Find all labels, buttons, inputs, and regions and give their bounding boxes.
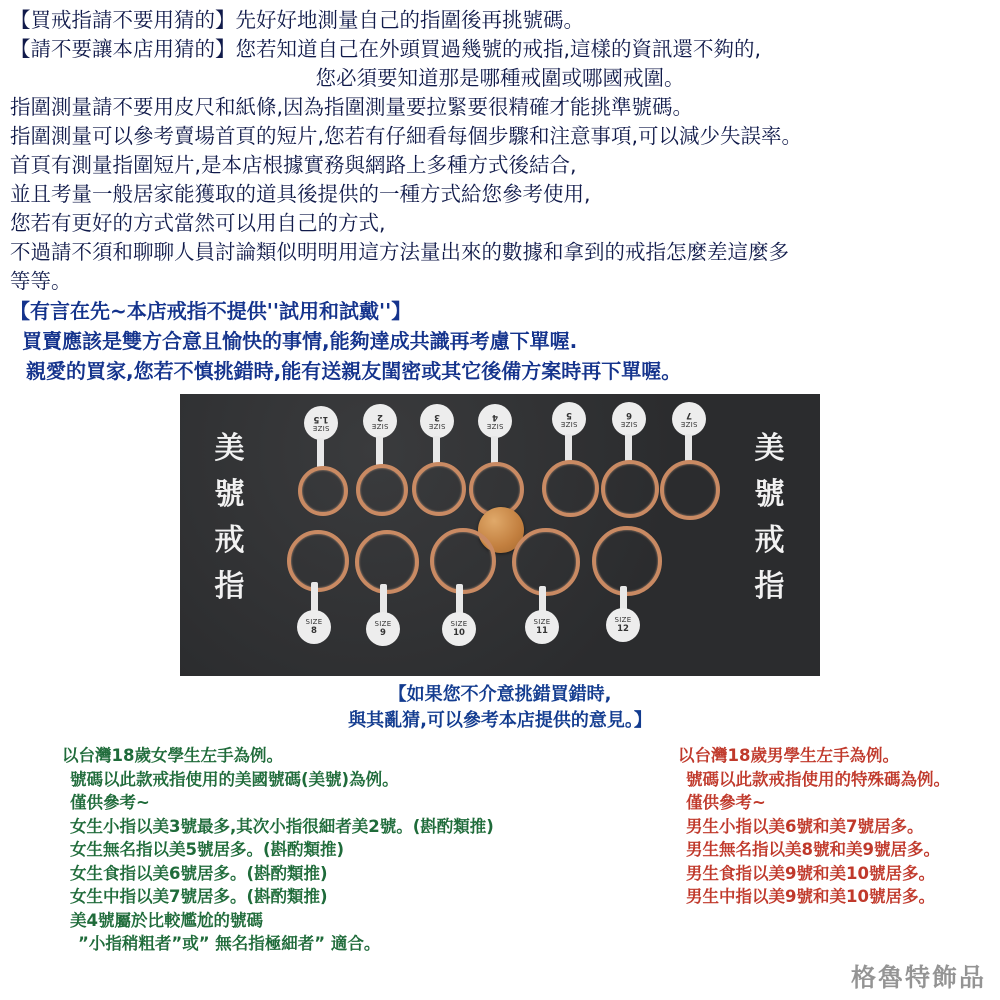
notice-line-3: 您必須要知道那是哪種戒圍或哪國戒圍。 — [315, 66, 685, 90]
female-line-6: 女生食指以美6號居多。(斟酌類推) — [70, 863, 328, 883]
female-size-guide — [62, 744, 494, 956]
ring-top-5 — [542, 460, 599, 517]
ring-tag-top-7 — [672, 402, 706, 436]
ring-tag-number: 8 — [311, 626, 317, 636]
ring-top-6 — [601, 460, 659, 518]
female-line-4: 女生小指以美3號最多,其次小指很細者美2號。(斟酌類推) — [70, 816, 494, 836]
female-line-2: 號碼以此款戒指使用的美國號碼(美號)為例。 — [70, 769, 399, 789]
ring-bottom-11 — [512, 528, 580, 596]
notice-line-9: 不過請不須和聊聊人員討論類似明明用這方法量出來的數據和拿到的戒指怎麼差這麼多 — [10, 240, 789, 264]
notice-line-6: 首頁有測量指圍短片,是本店根據實務與網路上多種方式後結合, — [10, 153, 577, 177]
male-line-5: 男生無名指以美8號和美9號居多。 — [686, 840, 940, 859]
ring-tag-number: 1.5 — [313, 414, 329, 424]
shop-watermark: 格魯特飾品 — [850, 963, 986, 992]
ring-tag-stem — [565, 434, 572, 462]
blue-note-line-2: 買賣應該是雙方合意且愉快的事情,能夠達成共識再考慮下單喔. — [22, 329, 578, 353]
ring-tag-size-label: SIZE — [450, 620, 468, 628]
notice-line-5: 指圍測量可以參考賣場首頁的短片,您若有仔細看每個步驟和注意事項,可以減少失誤率。 — [10, 124, 803, 148]
ring-top-3 — [412, 462, 466, 516]
ring-tag-stem — [376, 436, 383, 466]
ring-tag-stem — [625, 434, 632, 462]
female-line-7: 女生中指以美7號居多。(斟酌類推) — [70, 887, 328, 906]
male-line-2: 號碼以此款戒指使用的特殊碼為例。 — [686, 769, 950, 789]
ring-tag-top-6 — [612, 402, 646, 436]
ring-tag-bottom-8 — [297, 610, 331, 644]
ring-top-1 — [298, 466, 348, 516]
photo-caption — [10, 682, 990, 734]
ring-tag-size-label: SIZE — [374, 620, 392, 628]
ring-tag-size-label: SIZE — [533, 618, 551, 626]
male-line-3: 僅供參考~ — [686, 793, 766, 812]
female-line-5: 女生無名指以美5號居多。(斟酌類推) — [70, 840, 345, 859]
ring-tag-number: 4 — [492, 412, 498, 422]
ring-tag-number: 10 — [453, 628, 465, 638]
notice-line-4: 指圍測量請不要用皮尺和紙條,因為指圍測量要拉緊要很精確才能挑準號碼。 — [10, 95, 694, 119]
ring-tag-number: 5 — [566, 410, 572, 420]
ring-size-photo — [180, 394, 820, 676]
size-guide-columns — [10, 744, 990, 956]
notice-line-7: 並且考量一般居家能獲取的道具後提供的一種方式給您參考使用, — [10, 182, 591, 206]
ring-tag-bottom-9 — [366, 612, 400, 646]
ring-bottom-12 — [592, 526, 662, 596]
ring-tag-top-1 — [304, 406, 338, 440]
notice-line-1: 【買戒指請不要用猜的】先好好地測量自己的指圍後再挑號碼。 — [10, 8, 584, 32]
blue-note-block — [10, 296, 990, 386]
ring-tag-number: 9 — [380, 628, 386, 638]
blue-note-line-3: 親愛的買家,您若不慎挑錯時,能有送親友閨密或其它後備方案時再下單喔。 — [26, 359, 682, 383]
ring-tag-number: 2 — [377, 412, 383, 422]
ring-tag-size-label: SIZE — [305, 618, 323, 626]
ring-tag-bottom-12 — [606, 608, 640, 642]
female-line-1: 以台灣18歲女學生左手為例。 — [62, 746, 283, 765]
ring-tag-stem — [685, 434, 692, 462]
ring-tag-size-label: SIZE — [486, 422, 504, 430]
ring-tag-size-label: SIZE — [560, 420, 578, 428]
ring-top-2 — [356, 464, 408, 516]
male-size-guide — [678, 744, 950, 956]
ring-bottom-10 — [430, 528, 496, 594]
female-line-3: 僅供參考~ — [70, 793, 150, 812]
male-line-1: 以台灣18歲男學生左手為例。 — [678, 746, 899, 765]
ring-tag-size-label: SIZE — [680, 420, 698, 428]
photo-right-label: 美號戒指 — [754, 431, 786, 604]
ring-tag-number: 7 — [686, 410, 692, 420]
ring-tag-stem — [433, 436, 440, 464]
ring-tag-number: 12 — [617, 624, 629, 634]
ring-tag-size-label: SIZE — [371, 422, 389, 430]
ring-tag-size-label: SIZE — [428, 422, 446, 430]
ring-bottom-8 — [287, 530, 349, 592]
notice-block — [10, 6, 990, 296]
ring-tag-number: 11 — [536, 626, 548, 636]
ring-tag-bottom-10 — [442, 612, 476, 646]
ring-tag-top-4 — [478, 404, 512, 438]
ring-tag-size-label: SIZE — [312, 424, 330, 432]
notice-line-2: 【請不要讓本店用猜的】您若知道自己在外頭買過幾號的戒指,這樣的資訊還不夠的, — [10, 37, 762, 61]
male-line-4: 男生小指以美6號和美7號居多。 — [686, 816, 924, 836]
ring-top-7 — [660, 460, 720, 520]
ring-tag-top-2 — [363, 404, 397, 438]
female-line-9: ”小指稍粗者”或” 無名指極細者” 適合。 — [78, 934, 381, 953]
notice-line-8: 您若有更好的方式當然可以用自己的方式, — [10, 211, 386, 235]
ring-tag-stem — [380, 584, 387, 614]
blue-note-heading: 【有言在先~本店戒指不提供''試用和試戴''】 — [10, 299, 412, 323]
ring-size-photo-wrap — [10, 394, 990, 676]
ring-tag-stem — [491, 436, 498, 464]
ring-tag-top-5 — [552, 402, 586, 436]
ring-tag-size-label: SIZE — [614, 616, 632, 624]
ring-tag-number: 6 — [626, 410, 632, 420]
ring-tag-number: 3 — [434, 412, 440, 422]
ring-tag-stem — [311, 582, 318, 612]
male-line-7: 男生中指以美9號和美10號居多。 — [686, 887, 935, 906]
photo-caption-line-1: 【如果您不介意挑錯買錯時, — [388, 684, 612, 705]
male-line-6: 男生食指以美9號和美10號居多。 — [686, 863, 935, 883]
ring-tag-stem — [456, 584, 463, 614]
ring-tag-top-3 — [420, 404, 454, 438]
notice-line-10: 等等。 — [10, 269, 72, 293]
ring-tag-stem — [317, 438, 324, 468]
ring-tag-size-label: SIZE — [620, 420, 638, 428]
ring-tag-bottom-11 — [525, 610, 559, 644]
photo-left-label: 美號戒指 — [214, 431, 246, 604]
ring-bottom-9 — [355, 530, 419, 594]
female-line-8: 美4號屬於比較尷尬的號碼 — [70, 910, 263, 930]
photo-caption-line-2: 與其亂猜,可以參考本店提供的意見。】 — [348, 710, 652, 731]
